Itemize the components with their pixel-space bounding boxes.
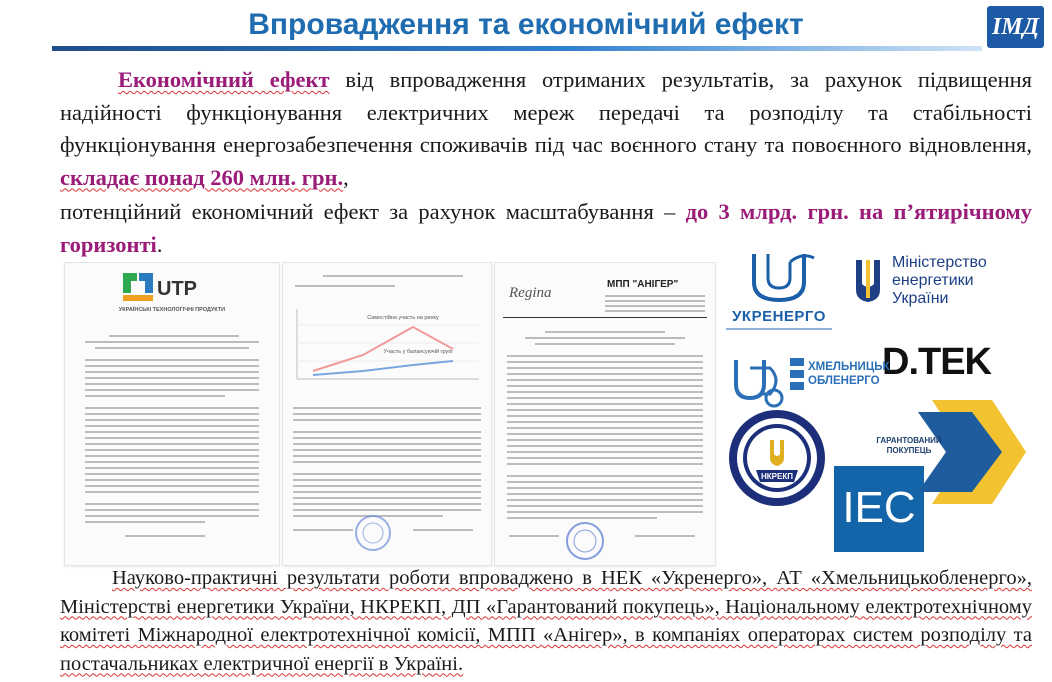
stamp-icon xyxy=(343,513,403,553)
dtek-logo xyxy=(882,340,991,384)
chart-legend-group: Участь у балансуючій групі xyxy=(383,349,453,355)
ministry-label: Міністерство енергетики України xyxy=(892,254,987,307)
economic-effect-paragraph xyxy=(60,64,1032,194)
khmelnytsk-oblenergo-logo xyxy=(730,352,890,412)
guaranteed-buyer-logo xyxy=(872,398,1028,508)
title-underline xyxy=(52,46,982,51)
regina-brand: Regina xyxy=(509,285,552,301)
economic-effect-lead: Економічний ефект xyxy=(118,67,330,92)
economic-effect-tail: , xyxy=(343,164,349,190)
institute-logo-text: ІМД xyxy=(991,13,1040,40)
scaling-effect-tail: . xyxy=(156,231,163,257)
trident-icon xyxy=(852,256,884,306)
scaling-effect-amount: до 3 млрд. грн. на п’ятирічному горизонті xyxy=(60,199,1032,257)
ministry-energy-logo xyxy=(852,252,1032,312)
utp-subtitle: УКРАЇНСЬКІ ТЕХНОЛОГІЧНІ ПРОДУКТИ xyxy=(118,307,226,313)
aniger-stamp-icon xyxy=(555,519,615,563)
nkrekp-seal-icon xyxy=(728,406,826,510)
institute-logo xyxy=(987,6,1044,48)
implementation-paragraph xyxy=(60,564,1032,678)
dtek-label: D.TEK xyxy=(882,341,991,383)
khmelnytsk-label: ХМЕЛЬНИЦЬК ОБЛЕНЕРГО xyxy=(808,361,890,387)
khm-bars-icon xyxy=(790,358,804,394)
nkrekp-logo xyxy=(728,406,826,510)
slide-title: Впровадження та економічний ефект xyxy=(248,8,804,41)
ukrenergo-label: УКРЕНЕРГО xyxy=(732,308,826,325)
iec-label: IEC xyxy=(842,483,916,532)
chart-legend-self: Самостійна участь на ринку xyxy=(367,315,439,321)
implementation-act-utp xyxy=(64,262,280,566)
economic-effect-amount: складає понад 260 млн. грн. xyxy=(60,164,344,190)
implementation-act-aniger xyxy=(494,262,716,566)
utp-logo-icon xyxy=(123,273,153,301)
aniger-company-name: МПП "АНІГЕР" xyxy=(607,279,679,290)
economic-effect-text: від впровадження отриманих результатів, за рахунок підвищення надійності функціонування електричних мереж передачі та розподілу та стабільності функціонування енергозабезпечення споживачів під час воєнного стану та повоєнного відновлення, xyxy=(60,67,1032,157)
svg-text:UTP: UTP xyxy=(157,278,197,300)
ukrenergo-logo xyxy=(722,248,836,332)
guaranteed-buyer-label: ГАРАНТОВАНИЙ ПОКУПЕЦЬ xyxy=(876,436,942,455)
implementation-act-chart-page xyxy=(282,262,492,566)
scaling-effect-text: потенційний економічний ефект за рахунок масштабування – xyxy=(60,199,686,224)
ukrenergo-emblem-icon xyxy=(722,248,836,308)
nkrekp-label: НКРЕКП xyxy=(761,472,793,481)
implementation-text: Науково-практичні результати роботи впроваджено в НЕК «Укренерго», АТ «Хмельницькобленерго», Міністерстві енергетики України, НКРЕКП, ДП «Гарантований покупець», Національному електротехнічному комітеті Міжнародної електротехнічної комісії, МПП «Анігер», в компаніях операторах систем розподілу та постачальниках електричної енергії в Україні. xyxy=(60,567,1032,675)
udg-emblem-icon xyxy=(730,354,786,410)
